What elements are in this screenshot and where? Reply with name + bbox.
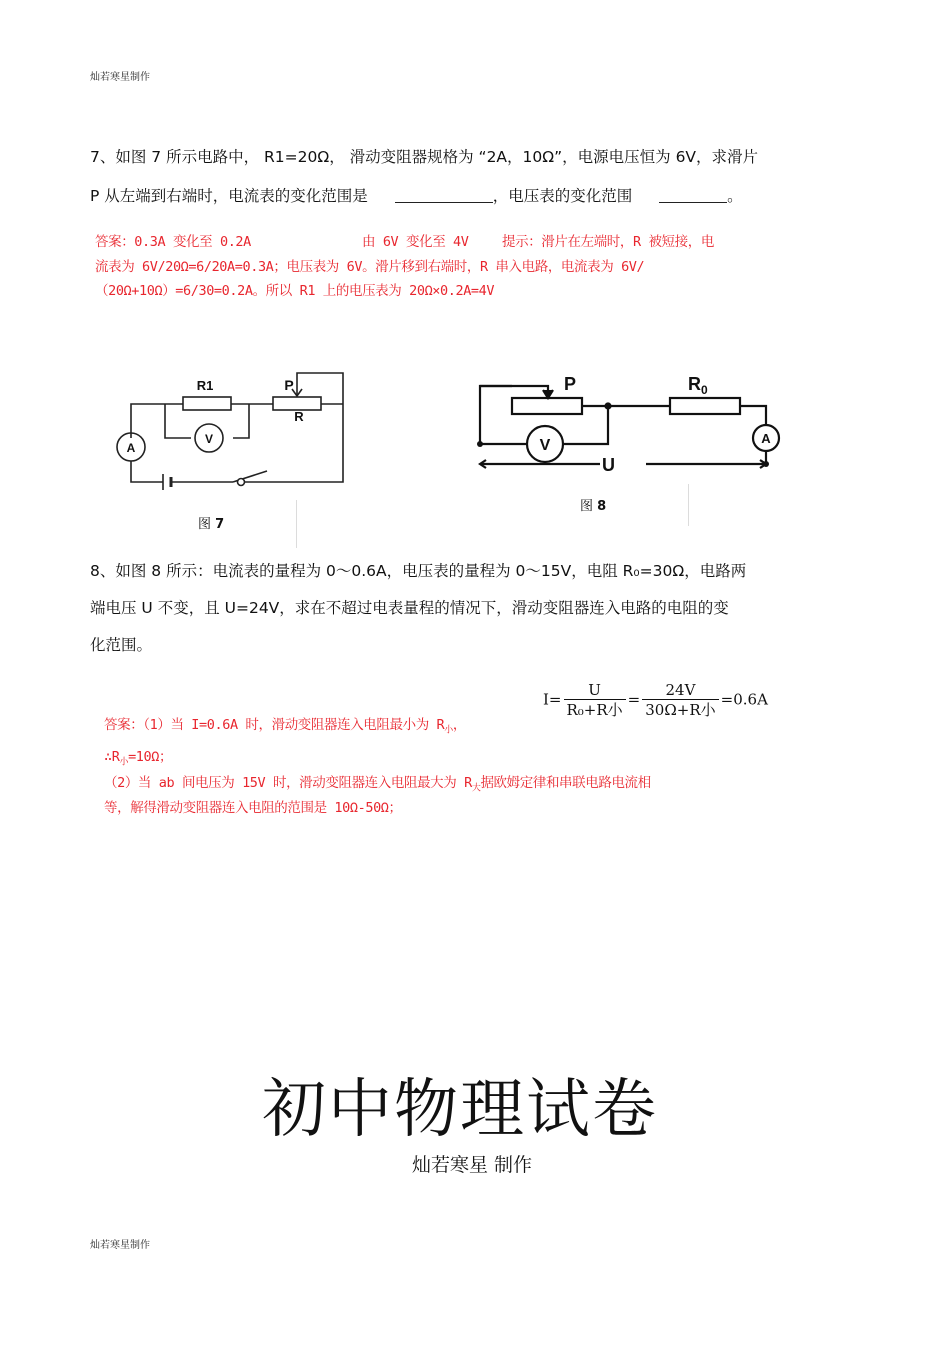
fig8-label-voltmeter: V: [539, 437, 551, 454]
figure-8-caption: [580, 495, 606, 514]
fig7-voltmeter-wire-right: [233, 404, 249, 438]
formula-denominator-2: 30Ω+R小: [645, 701, 716, 719]
formula-lhs: I=: [543, 690, 562, 709]
fig7-slider-wire: [297, 373, 343, 404]
q8-answer-line-3-end: 据欧姆定律和串联电路电流相: [480, 775, 651, 791]
formula-fraction-2: [642, 681, 718, 720]
q8-answer-line-4: 等，解得滑动变阻器连入电阻的范围是 10Ω-50Ω；: [104, 800, 402, 816]
figure-7-circuit-diagram: [105, 368, 355, 498]
answer-blank-current: [395, 184, 493, 203]
fig8-rheostat: [512, 398, 582, 414]
cover-title: 初中物理试卷: [262, 1073, 658, 1147]
q8-answer-line-1-text: 答案：（1）当 I=0.6A 时，滑动变阻器连入电阻最小为 R: [104, 717, 445, 733]
fig8-resistor-r0: [670, 398, 740, 414]
q7-answer-hint: 提示：滑片在左端时，R 被短接，电: [502, 234, 714, 250]
fig8-label-r0: [688, 374, 708, 397]
question-8-line-3: 化范围。: [90, 636, 153, 654]
question-8-line-2: 端电压 U 不变，且 U=24V，求在不超过电表量程的情况下，滑动变阻器连入电路的电阻的变: [90, 599, 729, 617]
divider-line-left: [296, 500, 297, 548]
question-8-line-1: 8、如图 8 所示：电流表的量程为 0～0.6A，电压表的量程为 0～15V，电阻 R₀=30Ω，电路两: [90, 562, 747, 580]
fig7-wire-top-left: [131, 404, 183, 438]
question-7-line-2b: ，电压表的变化范围: [492, 187, 633, 205]
fig8-wire-right: [740, 406, 766, 424]
fig7-wire-bottom-left: [131, 461, 163, 482]
question-7-line-1: 7、如图 7 所示电路中， R1=20Ω， 滑动变阻器规格为 “2A，10Ω”，电源电压恒为 6V，求滑片: [90, 148, 759, 166]
formula-rhs: =0.6A: [720, 690, 768, 709]
page-footer: 灿若寒星制作: [90, 1240, 150, 1251]
fig8-label-r: R: [688, 374, 701, 394]
formula-denominator-1: R₀+R小: [566, 701, 623, 719]
fig8-label-ammeter: A: [761, 431, 771, 446]
question-7-line-2: [90, 177, 743, 215]
fig7-label-r: R: [294, 409, 304, 424]
q8-formula: [543, 681, 768, 720]
fig8-label-p: P: [564, 374, 577, 394]
q8-answer-line-1-end: ，: [452, 717, 466, 733]
fig8-slider-wire: [480, 386, 548, 396]
q7-answer-line-2: 流表为 6V/20Ω=6/20A=0.3A；电压表为 6V。滑片移到右端时，R 串入电路，电流表为 6V/: [95, 259, 645, 275]
figure-7-caption-number: 7: [215, 517, 225, 532]
figure-8-caption-prefix: 图: [580, 499, 598, 514]
question-7-line-2c: 。: [727, 187, 743, 205]
q8-answer-line-1-subscript: 小: [444, 725, 453, 736]
fig8-voltmeter-wire-right: [563, 406, 608, 444]
question-7-line-2a: P 从左端到右端时，电流表的变化范围是: [90, 187, 368, 205]
figure-8-circuit-diagram: [470, 368, 795, 478]
fig8-wire-left: [480, 386, 512, 444]
q8-answer-line-2-end: =10Ω；: [128, 749, 173, 765]
fig8-label-r0-subscript: 0: [701, 383, 708, 397]
figure-7-caption-prefix: 图: [198, 517, 216, 532]
divider-line-right: [688, 484, 689, 526]
fig7-resistor-r1: [183, 397, 231, 410]
q8-answer-line-1: [104, 713, 466, 736]
figure-8-caption-number: 8: [597, 499, 607, 514]
q8-answer-line-3-subscript: 大: [471, 783, 481, 794]
q8-answer-line-3-text: （2）当 ab 间电压为 15V 时，滑动变阻器连入电阻最大为 R: [104, 775, 472, 791]
q8-answer-line-3: [104, 771, 651, 794]
page-header: 灿若寒星制作: [90, 72, 150, 83]
q7-answer-part-1: 答案：0.3A 变化至 0.2A: [95, 234, 251, 250]
q8-answer-line-2-text: ∴R: [104, 749, 120, 765]
formula-numerator-1: U: [564, 681, 626, 700]
formula-fraction-1: [564, 681, 626, 720]
fig7-label-p: P: [284, 377, 294, 393]
fig7-label-ammeter: A: [126, 441, 136, 455]
answer-blank-voltage: [659, 184, 727, 203]
cover-subtitle: 灿若寒星 制作: [411, 1154, 533, 1176]
fig7-label-voltmeter: V: [204, 432, 214, 446]
fig8-label-u: U: [602, 455, 615, 475]
figure-7-caption: [198, 513, 224, 532]
formula-equals: =: [627, 690, 641, 709]
q8-answer-line-2: [104, 745, 172, 768]
q7-answer-line-3: （20Ω+10Ω）=6/30=0.2A。所以 R1 上的电压表为 20Ω×0.2A=4V: [95, 283, 495, 299]
fig7-label-r1: R1: [196, 378, 214, 393]
q8-answer-line-2-subscript: 小: [119, 757, 129, 768]
q7-answer-part-2: 由 6V 变化至 4V: [362, 234, 469, 250]
formula-numerator-2: 24V: [642, 681, 718, 700]
fig7-voltmeter-wire-left: [165, 404, 191, 438]
